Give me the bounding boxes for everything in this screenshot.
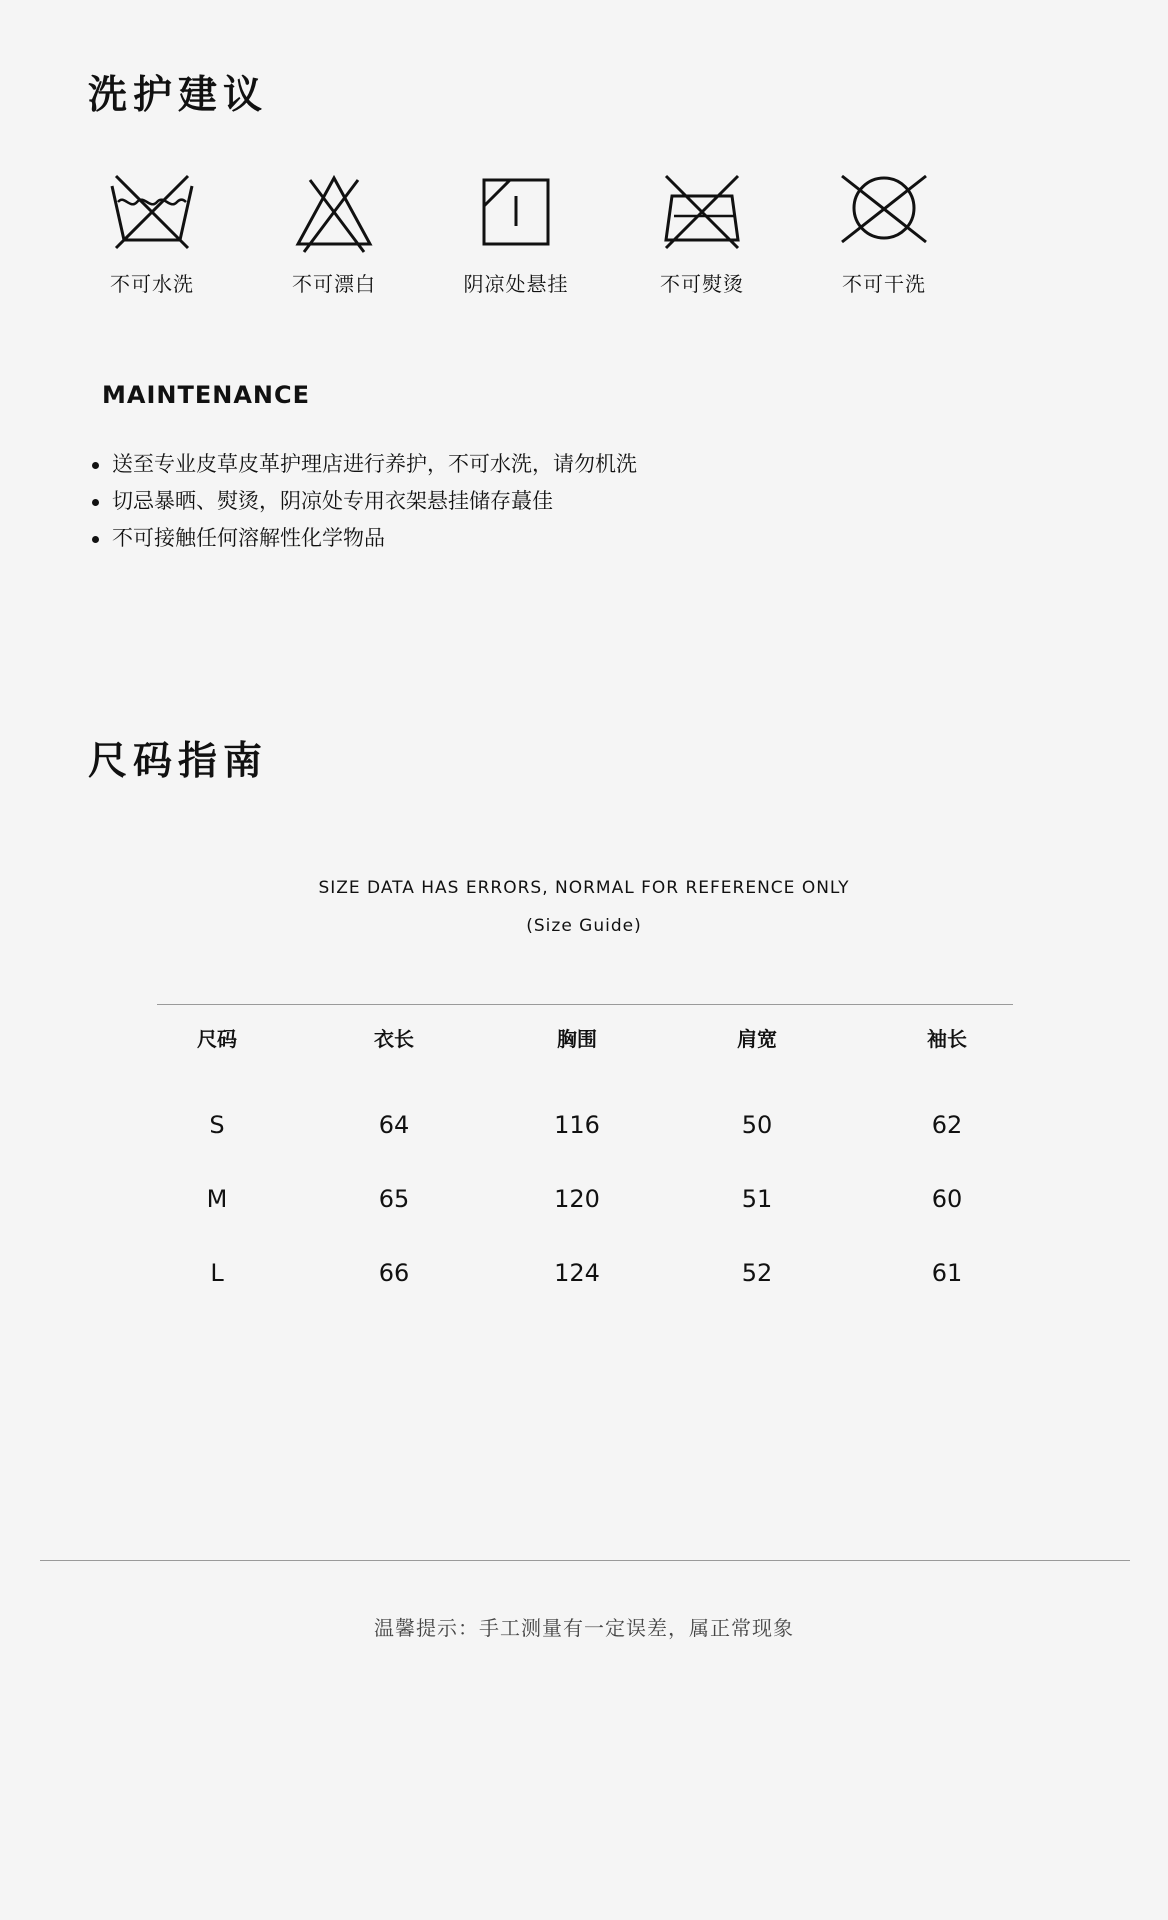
- cell-sleeve: 62: [931, 1111, 963, 1139]
- cell-chest: 124: [554, 1259, 600, 1287]
- care-label-no-iron: 不可熨烫: [660, 272, 744, 296]
- cell-length: 64: [378, 1111, 410, 1139]
- cell-size: L: [210, 1259, 224, 1287]
- care-item-no-iron: [612, 168, 792, 297]
- size-guide-note: SIZE DATA HAS ERRORS, NORMAL FOR REFERENCE ONLY: [318, 878, 850, 898]
- header-size: 尺码: [197, 1027, 237, 1051]
- cell-length: 66: [378, 1259, 410, 1287]
- cell-shoulder: 50: [741, 1111, 773, 1139]
- cell-size: S: [209, 1111, 225, 1139]
- care-item-no-dry-clean: [794, 168, 974, 297]
- cell-size: M: [206, 1185, 228, 1213]
- care-label-no-bleach: 不可漂白: [292, 272, 376, 296]
- care-item-dry-shade: [426, 168, 606, 297]
- maintenance-list: [88, 446, 637, 557]
- care-item-no-wash: [62, 168, 242, 297]
- care-label-dry-shade: 阴凉处悬挂: [463, 272, 569, 296]
- size-table-header-row: [157, 1005, 1013, 1065]
- table-row: [157, 1163, 1013, 1237]
- footer-note: 温馨提示：手工测量有一定误差，属正常现象: [374, 1616, 794, 1640]
- maintenance-item: 切忌暴晒、熨烫，阴凉处专用衣架悬挂储存蕞佳: [88, 483, 637, 520]
- cell-shoulder: 52: [741, 1259, 773, 1287]
- table-row: [157, 1237, 1013, 1311]
- care-icons-row: [0, 168, 1168, 308]
- maintenance-item: 送至专业皮草皮革护理店进行养护，不可水洗，请勿机洗: [88, 446, 637, 483]
- size-guide-title: 尺码指南: [88, 739, 269, 784]
- cell-sleeve: 60: [931, 1185, 963, 1213]
- header-sleeve: 袖长: [927, 1027, 967, 1051]
- no-wash-icon: [102, 168, 202, 258]
- maintenance-heading: MAINTENANCE: [102, 381, 310, 409]
- care-label-no-wash: 不可水洗: [110, 272, 194, 296]
- cell-shoulder: 51: [741, 1185, 773, 1213]
- cell-chest: 120: [554, 1185, 600, 1213]
- no-iron-icon: [652, 168, 752, 258]
- cell-sleeve: 61: [931, 1259, 963, 1287]
- cell-chest: 116: [554, 1111, 600, 1139]
- size-guide-subnote: (Size Guide): [526, 916, 642, 936]
- header-length: 衣长: [374, 1027, 414, 1051]
- header-shoulder: 肩宽: [737, 1027, 777, 1051]
- footer-divider: [40, 1560, 1130, 1561]
- care-item-no-bleach: [244, 168, 424, 297]
- no-dry-clean-icon: [834, 168, 934, 258]
- size-table: [157, 1005, 1013, 1311]
- maintenance-item: 不可接触任何溶解性化学物品: [88, 520, 637, 557]
- no-bleach-icon: [284, 168, 384, 258]
- header-chest: 胸围: [557, 1027, 597, 1051]
- dry-flat-shade-icon: [466, 168, 566, 258]
- care-section-title: 洗护建议: [88, 73, 269, 118]
- table-row: [157, 1089, 1013, 1163]
- care-label-no-dry-clean: 不可干洗: [842, 272, 926, 296]
- cell-length: 65: [378, 1185, 410, 1213]
